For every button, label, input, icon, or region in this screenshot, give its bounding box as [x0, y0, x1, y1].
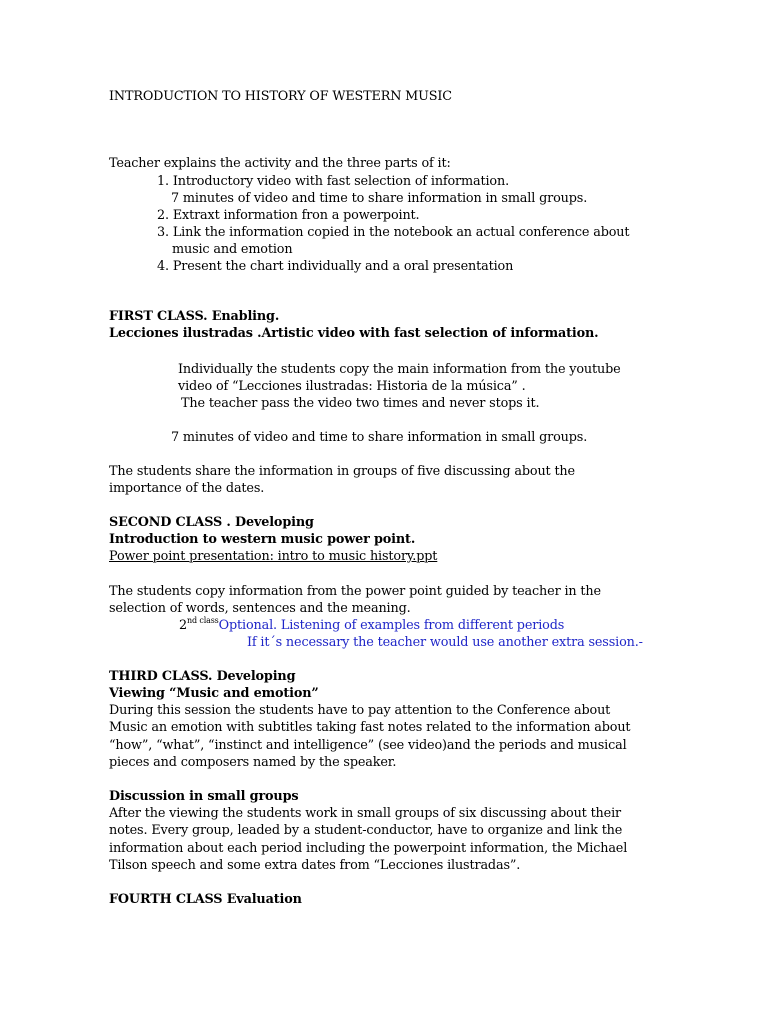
discussion-body-line: After the viewing the students work in small groups of six discussing about their: [109, 806, 621, 821]
class-number: 2: [179, 618, 187, 633]
second-class-body-line: The students copy information from the power point guided by teacher in the: [109, 584, 601, 599]
step-3-continued: music and emotion: [172, 242, 293, 257]
step-1-detail: 7 minutes of video and time to share information in small groups.: [171, 191, 588, 206]
class-number-suffix: nd class: [187, 615, 219, 625]
first-class-body-line: The teacher pass the video two times and never stops it.: [181, 396, 540, 411]
third-class-body-line: pieces and composers named by the speaker.: [109, 755, 397, 770]
step-2: 2. Extraxt information fron a powerpoint.: [157, 208, 420, 223]
second-class-body-line: selection of words, sentences and the meaning.: [109, 601, 411, 616]
fourth-class-heading: FOURTH CLASS Evaluation: [109, 892, 302, 907]
discussion-heading: Discussion in small groups: [109, 789, 299, 804]
second-class-heading: SECOND CLASS . Developing: [109, 515, 314, 530]
intro-text: Teacher explains the activity and the three parts of it:: [109, 156, 451, 171]
third-class-body-line: During this session the students have to pay attention to the Conference about: [109, 703, 611, 718]
optional-line: [179, 617, 564, 634]
third-class-heading: THIRD CLASS. Developing: [109, 669, 296, 684]
document-title: INTRODUCTION TO HISTORY OF WESTERN MUSIC: [109, 89, 452, 104]
first-class-share-line: importance of the dates.: [109, 481, 265, 496]
powerpoint-link[interactable]: Power point presentation: intro to music history.ppt: [109, 549, 438, 564]
third-class-subheading: Viewing “Music and emotion”: [109, 686, 319, 701]
step-4: 4. Present the chart individually and a oral presentation: [157, 259, 514, 274]
first-class-body-line: video of “Lecciones ilustradas: Historia de la música” .: [178, 379, 526, 394]
first-class-subheading: Lecciones ilustradas .Artistic video with fast selection of information.: [109, 326, 599, 341]
discussion-body-line: Tilson speech and some extra dates from “Lecciones ilustradas”.: [109, 858, 521, 873]
step-1: 1. Introductory video with fast selection of information.: [157, 174, 509, 189]
first-class-heading: FIRST CLASS. Enabling.: [109, 309, 280, 324]
discussion-body-line: information about each period including the powerpoint information, the Michael: [109, 841, 628, 856]
third-class-body-line: Music an emotion with subtitles taking fast notes related to the information about: [109, 720, 631, 735]
discussion-body-line: notes. Every group, leaded by a student-conductor, have to organize and link the: [109, 823, 623, 838]
first-class-note: 7 minutes of video and time to share information in small groups.: [171, 430, 588, 445]
first-class-body-line: Individually the students copy the main information from the youtube: [178, 362, 621, 377]
extra-session-note: If it´s necessary the teacher would use another extra session.-: [247, 635, 643, 650]
third-class-body-line: “how”, “what”, “instinct and intelligence” (see video)and the periods and musical: [109, 738, 627, 753]
step-3: 3. Link the information copied in the notebook an actual conference about: [157, 225, 630, 240]
second-class-subheading: Introduction to western music power point.: [109, 532, 416, 547]
optional-text: Optional. Listening of examples from different periods: [218, 618, 565, 633]
first-class-share-line: The students share the information in groups of five discussing about the: [109, 464, 575, 479]
